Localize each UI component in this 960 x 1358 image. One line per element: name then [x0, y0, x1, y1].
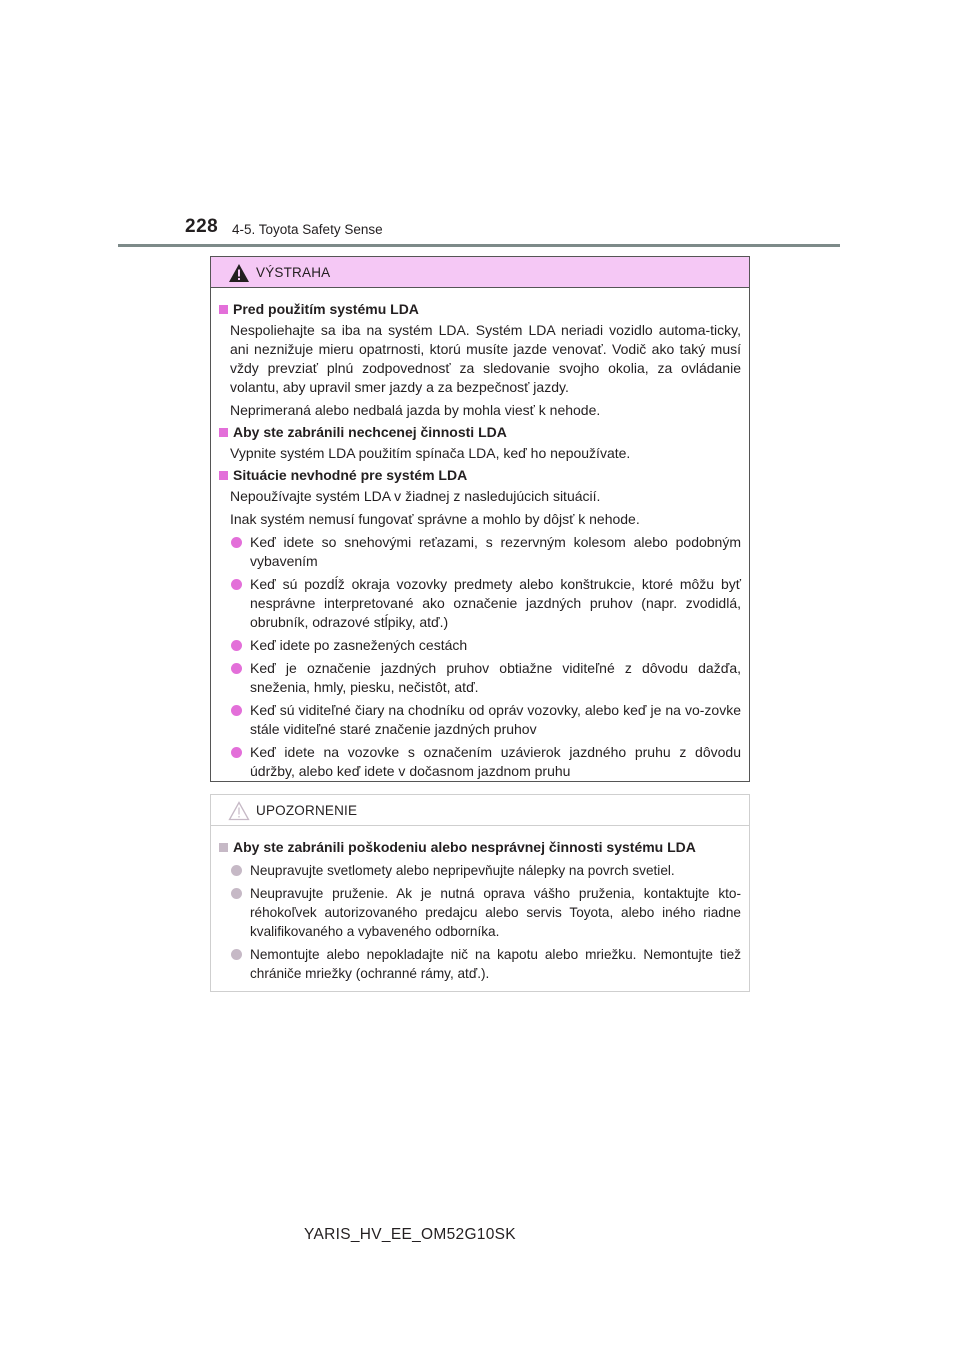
square-bullet-icon	[219, 428, 228, 437]
warning-box	[210, 256, 750, 782]
header-rule	[118, 244, 840, 247]
circle-bullet-icon	[231, 537, 242, 548]
list-item: Keď je označenie jazdných pruhov obtiažne viditeľné z dôvodu dažďa, sneženia, hmly, piesku, nečistôt, atď.	[219, 659, 741, 697]
warning-triangle-filled-icon	[228, 263, 250, 283]
warning-label: VÝSTRAHA	[256, 265, 331, 280]
list-item: Neupravujte svetlomety alebo nepripevňujte nálepky na povrch svetiel.	[219, 861, 741, 880]
list-item: Keď idete so snehovými reťazami, s rezervným kolesom alebo podobným vybavením	[219, 533, 741, 571]
caution-header	[211, 795, 749, 826]
circle-bullet-icon	[231, 888, 242, 899]
caution-body	[211, 826, 749, 983]
square-bullet-icon	[219, 843, 228, 852]
paragraph: Nespoliehajte sa iba na systém LDA. Systém LDA neriadi vozidlo automa-ticky, ani neznižuje mieru opatrnosti, ktorú musíte jazde venovať. Vodič ako taký musí vždy prevziať plnú zodpovednosť za sledovanie svojho okolia, za ovládanie volantu, aby upravil smer jazdy a za bezpečnosť jazdy.	[230, 322, 741, 395]
paragraph: Neprimeraná alebo nedbalá jazda by mohla viesť k nehode.	[230, 402, 601, 418]
paragraph: Vypnite systém LDA použitím spínača LDA, keď ho nepoužívate.	[230, 445, 631, 461]
list-item: Keď idete na vozovke s označením uzávierok jazdného pruhu z dôvodu údržby, alebo keď idete v dočasnom jazdnom pruhu	[219, 743, 741, 781]
caution-heading: Aby ste zabránili poškodeniu alebo nesprávnej činnosti systému LDA	[219, 838, 741, 857]
circle-bullet-icon	[231, 705, 242, 716]
warning-heading-3: Situácie nevhodné pre systém LDA	[219, 466, 741, 485]
list-item: Neupravujte pruženie. Ak je nutná oprava vášho pruženia, kontaktujte kto-réhokoľvek autorizovaného predajcu alebo servis Toyota, alebo iného riadne kvalifikovaného a vybaveného odborníka.	[219, 884, 741, 941]
warning-heading-2: Aby ste zabránili nechcenej činnosti LDA	[219, 423, 741, 442]
caution-label: UPOZORNENIE	[256, 803, 358, 818]
list-item: Keď idete po zasnežených cestách	[219, 636, 741, 655]
circle-bullet-icon	[231, 640, 242, 651]
circle-bullet-icon	[231, 663, 242, 674]
circle-bullet-icon	[231, 865, 242, 876]
square-bullet-icon	[219, 305, 228, 314]
caution-box	[210, 794, 750, 992]
list-item: Keď sú pozdĺž okraja vozovky predmety alebo konštrukcie, ktoré môžu byť nesprávne interpretované ako označenie jazdných pruhov (napr. zvodidlá, obrubník, odrazové stĺpiky, atď.)	[219, 575, 741, 632]
list-item: Keď sú viditeľné čiary na chodníku od opráv vozovky, alebo keď je na vo-zovke stále viditeľné staré značenie jazdných pruhov	[219, 701, 741, 739]
square-bullet-icon	[219, 471, 228, 480]
circle-bullet-icon	[231, 949, 242, 960]
circle-bullet-icon	[231, 579, 242, 590]
warning-body	[211, 288, 749, 781]
paragraph: Nepoužívajte systém LDA v žiadnej z nasledujúcich situácií.	[230, 488, 601, 504]
list-item: Nemontujte alebo nepokladajte nič na kapotu alebo mriežku. Nemontujte tiež chrániče mriežky (ochranné rámy, atď.).	[219, 945, 741, 983]
paragraph: Inak systém nemusí fungovať správne a mohlo by dôjsť k nehode.	[230, 511, 640, 527]
caution-triangle-outline-icon	[228, 801, 250, 821]
section-title: 4-5. Toyota Safety Sense	[232, 222, 383, 237]
page-number: 228	[185, 216, 219, 237]
warning-header	[211, 257, 749, 288]
warning-heading-1: Pred použitím systému LDA	[219, 300, 741, 319]
document-code: YARIS_HV_EE_OM52G10SK	[304, 1226, 516, 1243]
circle-bullet-icon	[231, 747, 242, 758]
